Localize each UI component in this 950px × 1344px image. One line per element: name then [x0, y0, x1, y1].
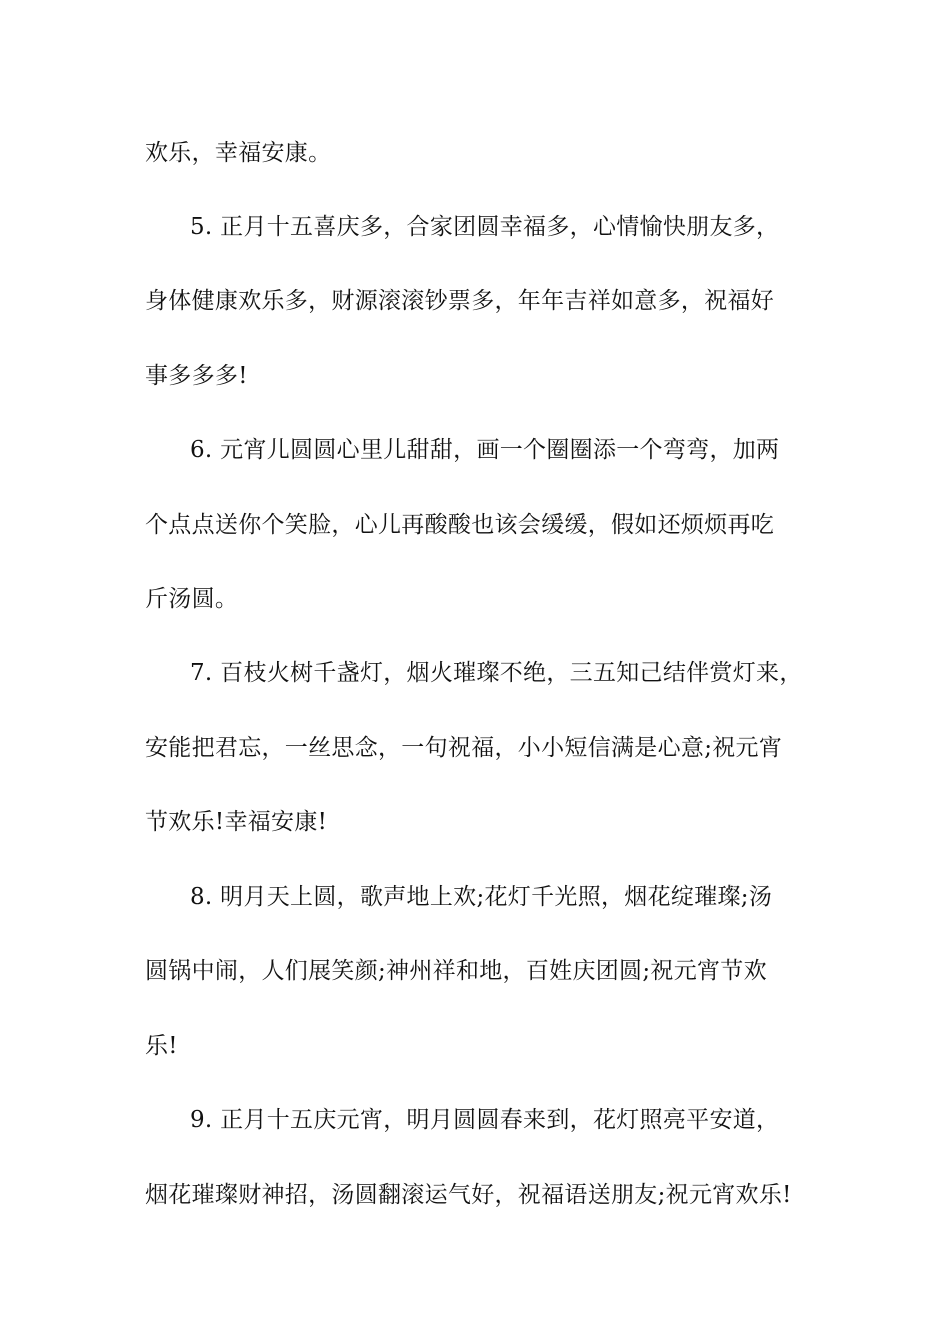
- text-line: 乐!: [145, 1033, 178, 1059]
- text-line: 斤汤圆。: [145, 586, 239, 612]
- text-line: 事多多多!: [145, 363, 248, 389]
- text-line: 安能把君忘，一丝思念，一句祝福，小小短信满是心意;祝元宵: [145, 735, 783, 761]
- text-line-item-5: 5. 正月十五喜庆多，合家团圆幸福多，心情愉快朋友多，: [190, 214, 780, 240]
- text-line: 烟花璀璨财神招，汤圆翻滚运气好，祝福语送朋友;祝元宵欢乐!: [145, 1182, 792, 1208]
- text-line-item-7: 7. 百枝火树千盏灯，烟火璀璨不绝，三五知己结伴赏灯来，: [190, 660, 803, 686]
- text-line: 个点点送你个笑脸，心儿再酸酸也该会缓缓，假如还烦烦再吃: [145, 512, 775, 538]
- text-line: 身体健康欢乐多，财源滚滚钞票多，年年吉祥如意多，祝福好: [145, 288, 775, 314]
- text-line: 节欢乐!幸福安康!: [145, 809, 328, 835]
- text-line: 欢乐，幸福安康。: [145, 140, 332, 166]
- text-line-item-6: 6. 元宵儿圆圆心里儿甜甜，画一个圈圈添一个弯弯，加两: [190, 437, 780, 463]
- text-line-item-9: 9. 正月十五庆元宵，明月圆圆春来到，花灯照亮平安道，: [190, 1107, 780, 1133]
- text-line-item-8: 8. 明月天上圆，歌声地上欢;花灯千光照，烟花绽璀璨;汤: [190, 884, 773, 910]
- text-line: 圆锅中闹，人们展笑颜;神州祥和地，百姓庆团圆;祝元宵节欢: [145, 958, 767, 984]
